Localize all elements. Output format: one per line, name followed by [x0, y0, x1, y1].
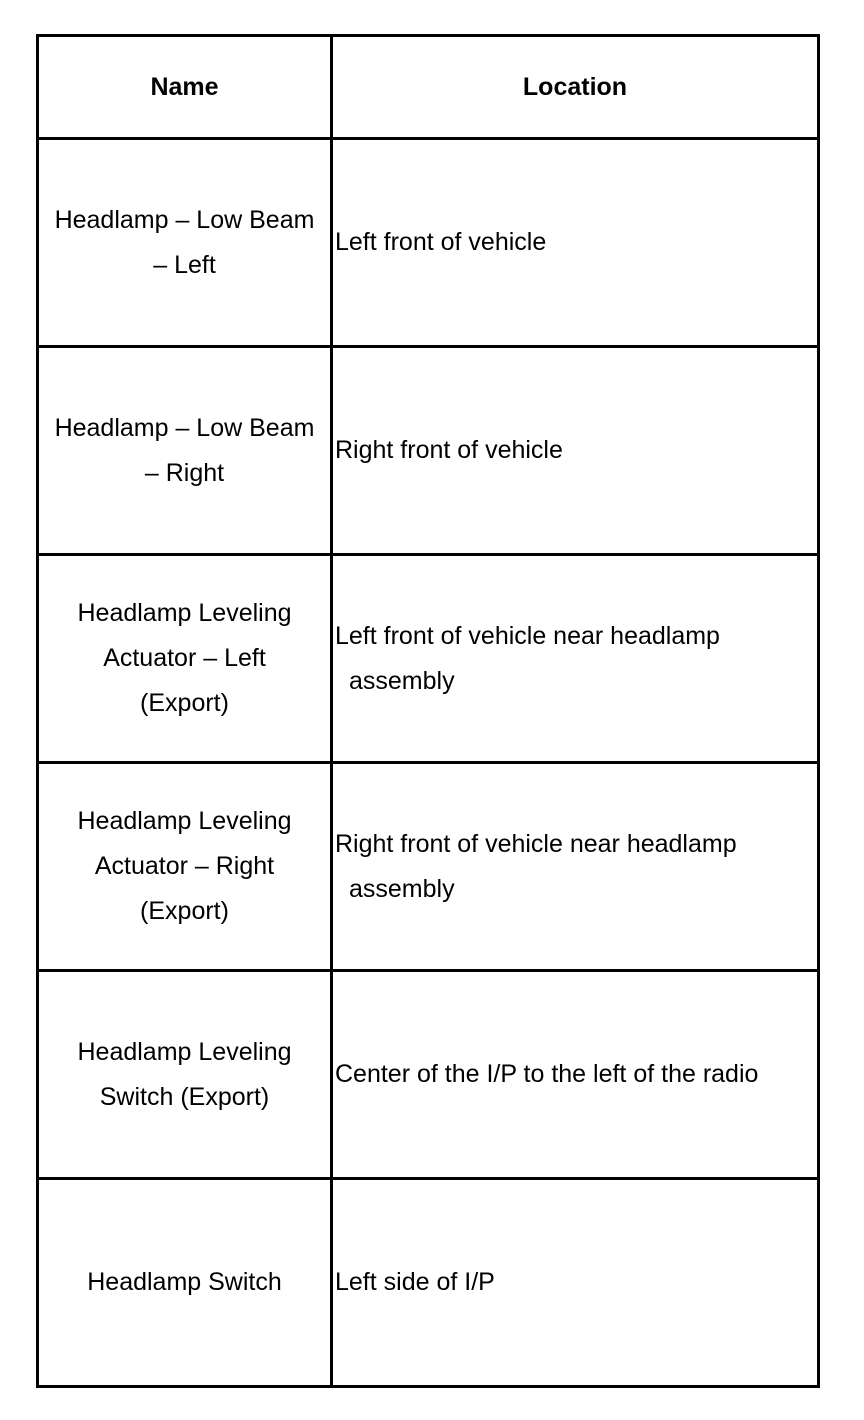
- location-cell: [332, 555, 819, 763]
- component-location: Left front of vehicle: [335, 228, 547, 256]
- component-name: Headlamp Leveling Switch (Export): [77, 1037, 292, 1111]
- component-location: Right front of vehicle: [335, 436, 563, 464]
- name-cell: [38, 971, 332, 1179]
- component-location-continued: assembly: [349, 874, 455, 903]
- table-row: [38, 139, 819, 347]
- table-row: [38, 1179, 819, 1387]
- component-location-continued: assembly: [349, 666, 455, 695]
- location-cell: [332, 139, 819, 347]
- component-name: Headlamp Switch: [87, 1268, 282, 1296]
- component-location: Left front of vehicle near headlamp: [335, 621, 720, 650]
- column-header-name: Name: [38, 36, 332, 139]
- name-cell: [38, 763, 332, 971]
- table-row: [38, 971, 819, 1179]
- table-row: [38, 555, 819, 763]
- component-location-table: [36, 34, 820, 1388]
- component-location: Left side of I/P: [335, 1268, 495, 1296]
- column-header-location: Location: [332, 36, 819, 139]
- component-name: Headlamp – Low Beam – Left: [54, 205, 315, 279]
- name-cell: [38, 555, 332, 763]
- name-cell: [38, 139, 332, 347]
- table-row: [38, 347, 819, 555]
- location-cell: [332, 971, 819, 1179]
- component-location: Right front of vehicle near headlamp: [335, 829, 737, 858]
- table-row: [38, 763, 819, 971]
- component-location: Center of the I/P to the left of the radio: [335, 1060, 759, 1088]
- table-header-row: [38, 36, 819, 139]
- component-name: Headlamp Leveling Actuator – Left (Export): [77, 599, 292, 717]
- name-cell: [38, 347, 332, 555]
- name-cell: [38, 1179, 332, 1387]
- component-name: Headlamp – Low Beam – Right: [54, 413, 315, 487]
- location-cell: [332, 1179, 819, 1387]
- location-cell: [332, 763, 819, 971]
- component-name: Headlamp Leveling Actuator – Right (Export): [77, 807, 292, 925]
- location-cell: [332, 347, 819, 555]
